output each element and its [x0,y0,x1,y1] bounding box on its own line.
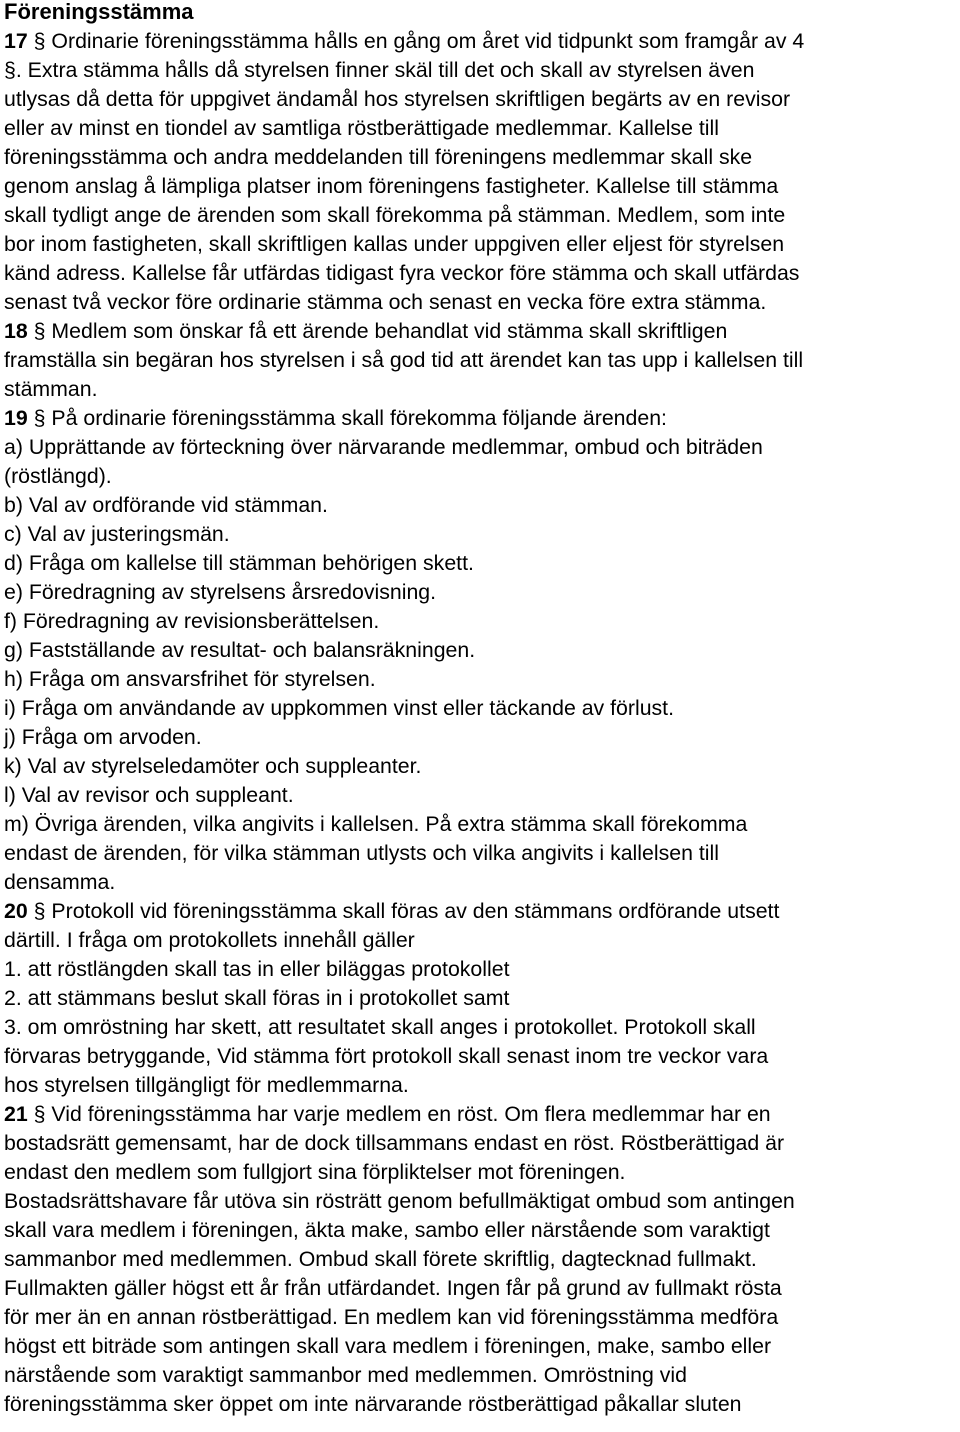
list-item: 3. om omröstning har skett, att resultatet skall anges i protokollet. Protokoll skall [4,1015,756,1039]
section-17-line: utlysas då detta för uppgivet ändamål hos styrelsen skriftligen begärts av en revisor [4,87,791,111]
section-21-line: Fullmakten gäller högst ett år från utfärdandet. Ingen får på grund av fullmakt rösta [4,1276,782,1300]
list-item: c) Val av justeringsmän. [4,522,230,546]
list-item: l) Val av revisor och suppleant. [4,783,294,807]
section-19-line: endast de ärenden, för vilka stämman utlysts och vilka angivits i kallelsen till [4,841,719,865]
section-18-text: Medlem som önskar få ett ärende behandlat vid stämma skall skriftligen [51,319,728,343]
section-18-number: 18 [4,319,28,343]
section-21-text: Vid föreningsstämma har varje medlem en röst. Om flera medlemmar har en [51,1102,771,1126]
list-item: i) Fråga om användande av uppkommen vinst eller täckande av förlust. [4,696,675,720]
section-19-line: densamma. [4,870,116,894]
section-17-line: föreningsstämma och andra meddelanden till föreningens medlemmar skall ske [4,145,753,169]
section-18-line: stämman. [4,377,98,401]
section-20-text: Protokoll vid föreningsstämma skall föras av den stämmans ordförande utsett [51,899,780,923]
section-19-line-1 [4,408,667,429]
section-17-number: 17 [4,29,28,53]
section-20-line: hos styrelsen tillgängligt för medlemmarna. [4,1073,409,1097]
paragraph-symbol: § [33,319,46,343]
section-17-line: känd adress. Kallelse får utfärdas tidigast fyra veckor före stämma och skall utfärdas [4,261,800,285]
section-21-line-1 [4,1104,771,1125]
section-21-line: bostadsrätt gemensamt, har de dock tillsammans endast en röst. Röstberättigad är [4,1131,785,1155]
section-17-line: senast två veckor före ordinarie stämma och senast en vecka före extra stämma. [4,290,767,314]
list-item: g) Fastställande av resultat- och balansräkningen. [4,638,476,662]
section-21-line: sammanbor med medlemmen. Ombud skall förete skriftlig, dagtecknad fullmakt. [4,1247,757,1271]
section-17-line: bor inom fastigheten, skall skriftligen kallas under uppgiven eller eljest för styrelsen [4,232,785,256]
list-item: k) Val av styrelseledamöter och suppleanter. [4,754,422,778]
section-20-line-1 [4,901,779,922]
section-19-number: 19 [4,406,28,430]
section-20-number: 20 [4,899,28,923]
paragraph-symbol: § [33,29,46,53]
section-17-line: genom anslag å lämpliga platser inom föreningens fastigheter. Kallelse till stämma [4,174,779,198]
section-17-line: skall tydligt ange de ärenden som skall förekomma på stämman. Medlem, som inte [4,203,786,227]
document-title: Föreningsstämma [4,0,194,24]
section-18-line-1 [4,321,727,342]
section-21-line: Bostadsrättshavare får utöva sin rösträtt genom befullmäktigat ombud som antingen [4,1189,795,1213]
paragraph-symbol: § [33,1102,46,1126]
section-17-line: §. Extra stämma hålls då styrelsen finner skäl till det och skall av styrelsen även [4,58,755,82]
paragraph-symbol: § [33,406,46,430]
section-18-line: framställa sin begäran hos styrelsen i så god tid att ärendet kan tas upp i kallelsen till [4,348,804,372]
section-21-line: endast den medlem som fullgjort sina förpliktelser mot föreningen. [4,1160,626,1184]
section-17-text: Ordinarie föreningsstämma hålls en gång om året vid tidpunkt som framgår av 4 [51,29,805,53]
list-item: b) Val av ordförande vid stämman. [4,493,328,517]
list-item: j) Fråga om arvoden. [4,725,202,749]
list-item: m) Övriga ärenden, vilka angivits i kallelsen. På extra stämma skall förekomma [4,812,748,836]
list-item: 1. att röstlängden skall tas in eller biläggas protokollet [4,957,510,981]
section-21-line: för mer än en annan röstberättigad. En medlem kan vid föreningsstämma medföra [4,1305,779,1329]
list-item: 2. att stämmans beslut skall föras in i protokollet samt [4,986,510,1010]
section-21-line: skall vara medlem i föreningen, äkta make, sambo eller närstående som varaktigt [4,1218,770,1242]
paragraph-symbol: § [33,899,46,923]
section-21-number: 21 [4,1102,28,1126]
section-21-line: närstående som varaktigt sammanbor med medlemmen. Omröstning vid [4,1363,687,1387]
list-item: (röstlängd). [4,464,112,488]
list-item: d) Fråga om kallelse till stämman behörigen skett. [4,551,474,575]
section-20-line: förvaras betryggande, Vid stämma fört protokoll skall senast inom tre veckor vara [4,1044,769,1068]
section-21-line: högst ett biträde som antingen skall vara medlem i föreningen, make, sambo eller [4,1334,772,1358]
section-17-line: eller av minst en tiondel av samtliga röstberättigade medlemmar. Kallelse till [4,116,719,140]
list-item: a) Upprättande av förteckning över närvarande medlemmar, ombud och biträden [4,435,763,459]
section-21-line: föreningsstämma sker öppet om inte närvarande röstberättigad påkallar sluten [4,1392,742,1416]
section-20-line: därtill. I fråga om protokollets innehåll gäller [4,928,415,952]
section-19-text: På ordinarie föreningsstämma skall förekomma följande ärenden: [51,406,667,430]
section-17-line-1 [4,31,804,52]
list-item: f) Föredragning av revisionsberättelsen. [4,609,380,633]
list-item: h) Fråga om ansvarsfrihet för styrelsen. [4,667,376,691]
list-item: e) Föredragning av styrelsens årsredovisning. [4,580,437,604]
